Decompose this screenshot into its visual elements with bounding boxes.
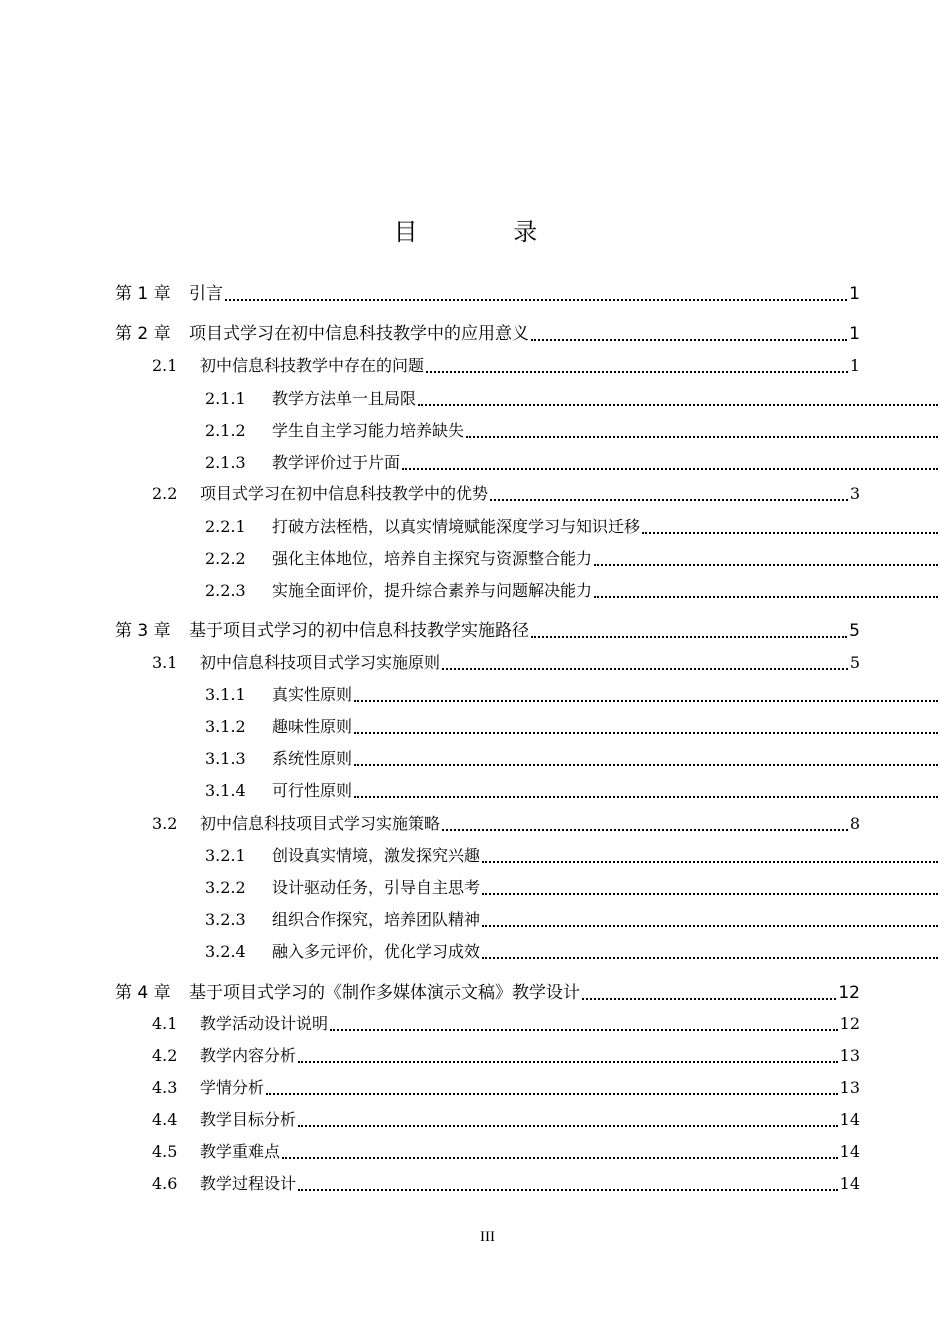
toc-entry-title: 基于项目式学习的《制作多媒体演示文稿》教学设计 [189, 983, 580, 1003]
toc-entry-title: 融入多元评价，优化学习成效 [272, 942, 481, 961]
dot-leader [594, 595, 938, 598]
dot-leader [482, 860, 938, 863]
toc-entry-page: 13 [839, 1046, 860, 1065]
toc-entry[interactable] [152, 1043, 860, 1069]
toc-entry[interactable] [205, 778, 950, 804]
toc-entry-title: 学生自主学习能力培养缺失 [272, 421, 465, 440]
dot-leader [442, 667, 848, 670]
toc-entry[interactable] [205, 514, 950, 540]
dot-leader [354, 699, 938, 702]
dot-leader [531, 635, 847, 638]
dot-leader [266, 1092, 838, 1095]
toc-entry[interactable] [205, 843, 950, 869]
toc-entry-page: 12 [838, 983, 860, 1003]
toc-entry-number: 2.1.3 [205, 453, 246, 472]
dot-leader [418, 403, 938, 406]
toc-entry-number: 4.1 [152, 1014, 178, 1033]
toc-entry-title: 设计驱动任务，引导自主思考 [272, 878, 481, 897]
toc-entry-page: 14 [839, 1174, 860, 1193]
toc-entry-title: 强化主体地位，培养自主探究与资源整合能力 [272, 549, 593, 568]
dot-leader [594, 563, 938, 566]
toc-entry-number: 2.2.1 [205, 517, 246, 536]
toc-entry-page: 8 [849, 814, 860, 833]
dot-leader [531, 338, 847, 341]
toc-entry-title: 创设真实情境，激发探究兴趣 [272, 846, 481, 865]
toc-entry-title: 项目式学习在初中信息科技教学中的应用意义 [189, 324, 529, 344]
toc-entry[interactable] [152, 1139, 860, 1165]
toc-entry-page: 1 [849, 324, 860, 344]
dot-leader [354, 795, 938, 798]
toc-entry-title: 真实性原则 [272, 685, 353, 704]
toc-title: 目 录 [393, 218, 582, 246]
toc-entry[interactable] [205, 418, 950, 444]
toc-entry-title: 学情分析 [200, 1078, 265, 1097]
toc-entry-title: 教学目标分析 [200, 1110, 297, 1129]
toc-entry-number: 2.2 [152, 484, 178, 503]
toc-entry[interactable] [205, 546, 950, 572]
toc-entry-title: 趣味性原则 [272, 717, 353, 736]
toc-entry-page: 5 [849, 621, 860, 641]
dot-leader [466, 435, 938, 438]
toc-entry[interactable] [205, 386, 950, 412]
dot-leader [225, 298, 847, 301]
toc-entry[interactable] [152, 1075, 860, 1101]
toc-entry-title: 初中信息科技项目式学习实施策略 [200, 814, 441, 833]
dot-leader [482, 924, 938, 927]
toc-entry[interactable] [205, 714, 950, 740]
toc-entry-title: 教学过程设计 [200, 1174, 297, 1193]
toc-entry-title: 初中信息科技教学中存在的问题 [200, 356, 425, 375]
toc-entry-page: 3 [849, 484, 860, 503]
toc-entry-title: 教学活动设计说明 [200, 1014, 329, 1033]
dot-leader [298, 1124, 838, 1127]
toc-entry-number: 第 2 章 [115, 324, 171, 344]
dot-leader [354, 763, 938, 766]
toc-entry-title: 基于项目式学习的初中信息科技教学实施路径 [189, 621, 529, 641]
toc-entry[interactable] [152, 1011, 860, 1037]
toc-entry[interactable] [205, 746, 950, 772]
toc-entry-page: 14 [839, 1142, 860, 1161]
toc-entry-title: 系统性原则 [272, 749, 353, 768]
toc-entry-number: 4.6 [152, 1174, 178, 1193]
toc-entry-number: 3.2.4 [205, 942, 246, 961]
toc-entry-title: 教学重难点 [200, 1142, 281, 1161]
page-number-footer: III [480, 1229, 495, 1245]
toc-entry[interactable] [205, 907, 950, 933]
dot-leader [482, 956, 938, 959]
toc-entry-title: 项目式学习在初中信息科技教学中的优势 [200, 484, 489, 503]
toc-entry-number: 3.1.2 [205, 717, 246, 736]
dot-leader [298, 1188, 838, 1191]
toc-entry-number: 2.1.1 [205, 389, 246, 408]
toc-entry[interactable] [152, 353, 860, 379]
dot-leader [490, 498, 848, 501]
toc-entry-number: 3.1.3 [205, 749, 246, 768]
dot-leader [330, 1028, 838, 1031]
dot-leader [282, 1156, 838, 1159]
toc-entry-number: 2.1 [152, 356, 178, 375]
toc-entry-title: 实施全面评价，提升综合素养与问题解决能力 [272, 581, 593, 600]
toc-entry-page: 12 [839, 1014, 860, 1033]
toc-entry-page: 14 [839, 1110, 860, 1129]
toc-entry-number: 3.2 [152, 814, 178, 833]
toc-entry-title: 初中信息科技项目式学习实施原则 [200, 653, 441, 672]
toc-entry[interactable] [205, 578, 950, 604]
toc-entry-number: 4.2 [152, 1046, 178, 1065]
toc-entry[interactable] [152, 1107, 860, 1133]
dot-leader [426, 370, 848, 373]
toc-entry-number: 4.5 [152, 1142, 178, 1161]
toc-entry-number: 3.1 [152, 653, 178, 672]
dot-leader [442, 828, 848, 831]
toc-entry-title: 打破方法桎梏，以真实情境赋能深度学习与知识迁移 [272, 517, 641, 536]
toc-entry-page: 1 [849, 284, 860, 304]
toc-entry-number: 第 3 章 [115, 621, 171, 641]
toc-entry-number: 4.4 [152, 1110, 178, 1129]
toc-entry-number: 3.2.2 [205, 878, 246, 897]
toc-entry-page: 13 [839, 1078, 860, 1097]
toc-entry[interactable] [205, 939, 950, 965]
dot-leader [642, 531, 938, 534]
toc-entry-title: 可行性原则 [272, 781, 353, 800]
toc-entry[interactable] [115, 618, 860, 644]
dot-leader [582, 997, 836, 1000]
toc-entry[interactable] [115, 321, 860, 347]
dot-leader [298, 1060, 838, 1063]
toc-entry[interactable] [152, 811, 860, 837]
toc-entry-number: 4.3 [152, 1078, 178, 1097]
toc-entry[interactable] [152, 650, 860, 676]
toc-entry[interactable] [205, 875, 950, 901]
toc-entry-title: 教学内容分析 [200, 1046, 297, 1065]
toc-entry-number: 第 4 章 [115, 983, 171, 1003]
dot-leader [354, 731, 938, 734]
toc-entry-number: 3.2.1 [205, 846, 246, 865]
toc-entry-number: 2.2.3 [205, 581, 246, 600]
toc-entry-number: 2.1.2 [205, 421, 246, 440]
toc-entry-number: 2.2.2 [205, 549, 246, 568]
toc-entry[interactable] [115, 281, 860, 307]
dot-leader [402, 467, 938, 470]
toc-entry-number: 3.1.1 [205, 685, 246, 704]
toc-entry-number: 3.2.3 [205, 910, 246, 929]
toc-entry-page: 1 [849, 356, 860, 375]
toc-entry[interactable] [115, 980, 860, 1006]
toc-entry-number: 第 1 章 [115, 284, 171, 304]
toc-entry[interactable] [205, 682, 950, 708]
toc-entry-number: 3.1.4 [205, 781, 246, 800]
toc-entry-page: 5 [849, 653, 860, 672]
toc-entry[interactable] [152, 481, 860, 507]
toc-entry-title: 教学方法单一且局限 [272, 389, 417, 408]
toc-entry[interactable] [152, 1171, 860, 1197]
toc-entry-title: 引言 [189, 284, 223, 304]
dot-leader [482, 892, 938, 895]
toc-entry[interactable] [205, 450, 950, 476]
toc-entry-title: 组织合作探究，培养团队精神 [272, 910, 481, 929]
toc-entry-title: 教学评价过于片面 [272, 453, 401, 472]
